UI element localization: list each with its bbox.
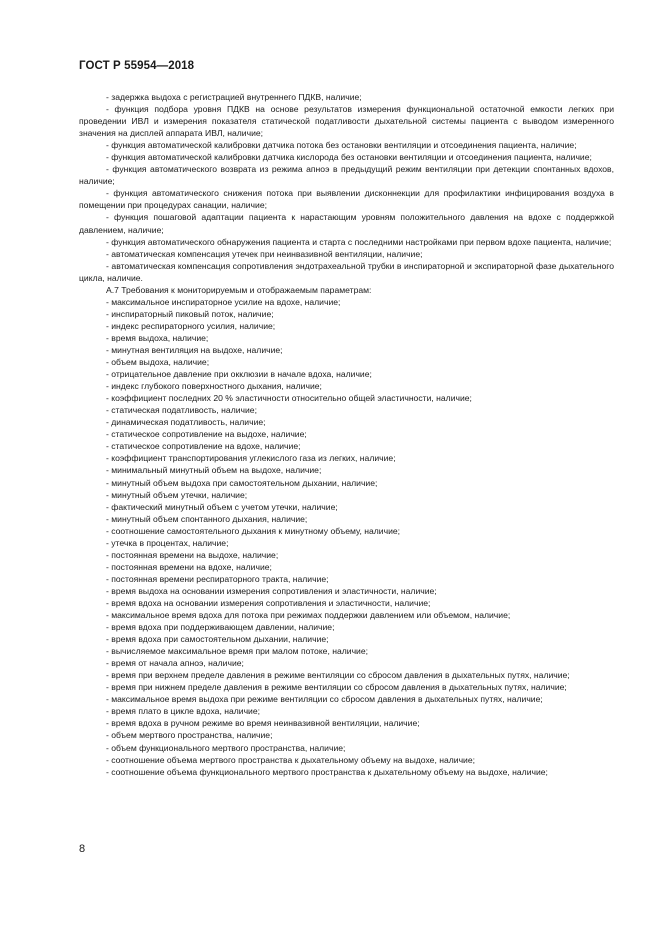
paragraph: - фактический минутный объем с учетом утечки, наличие; [106,501,338,512]
paragraph: - объем выдоха, наличие; [106,357,210,368]
paragraph: - автоматическая компенсация сопротивления эндотрахеальной трубки в инспираторной и экспираторной фазе дыхательного цикла, наличие. [79,260,614,283]
paragraph: - инспираторный пиковый поток, наличие; [106,308,274,319]
paragraph: - функция автоматического обнаружения пациента и старта с последними настройками при первом вдохе пациента, наличие; [106,236,612,247]
paragraph: - утечка в процентах, наличие; [106,537,229,548]
paragraph: - вычисляемое максимальное время при малом потоке, наличие; [106,646,369,657]
paragraph: - отрицательное давление при окклюзии в начале вдоха, наличие; [106,369,372,380]
paragraph: - время вдоха в ручном режиме во время неинвазивной вентиляции, наличие; [106,718,420,729]
paragraph: - время при верхнем пределе давления в режиме вентиляции со сбросом давления в дыхательных путях, наличие; [106,670,570,681]
paragraph: - статическая податливость, наличие; [106,405,257,416]
paragraph: - коэффициент транспортирования углекислого газа из легких, наличие; [106,453,396,464]
page-number: 8 [79,843,86,855]
paragraph: - функция подбора уровня ПДКВ на основе результатов измерения функциональной остаточной емкости легких при проведении ИВЛ и измерения показателя статической податливости дыхательной системы пациента с выводом измеренного значения на дисплей аппарата ИВЛ, наличие; [79,104,614,139]
paragraph: - статическое сопротивление на вдохе, наличие; [106,441,301,452]
paragraph: - максимальное время вдоха для потока при режимах поддержки давлением или объемом, наличие; [106,610,511,621]
paragraph: А.7 Требования к мониторируемым и отображаемым параметрам: [106,284,372,295]
paragraph: - коэффициент последних 20 % эластичности относительно общей эластичности, наличие; [106,393,472,404]
paragraph: - функция автоматического снижения потока при выявлении дисконнекции для профилактики инфицирования воздуха в помещении при процедурах санации, наличие; [79,188,614,211]
paragraph: - время выдоха, наличие; [106,332,209,343]
paragraph: - постоянная времени на вдохе, наличие; [106,561,272,572]
paragraph: - соотношение самостоятельного дыхания к минутному объему, наличие; [106,525,401,536]
document-body [79,91,614,778]
paragraph: - минутный объем утечки, наличие; [106,489,248,500]
paragraph: - динамическая податливость, наличие; [106,417,266,428]
paragraph: - функция автоматической калибровки датчика потока без остановки вентиляции и отсоединения пациента, наличие; [106,140,577,151]
paragraph: - объем функционального мертвого пространства, наличие; [106,742,346,753]
paragraph: - время вдоха на основании измерения сопротивления и эластичности, наличие; [106,597,431,608]
paragraph: - функция пошаговой адаптации пациента к нарастающим уровням положительного давления на вдохе с поддержкой давлением, наличие; [79,212,614,235]
paragraph: - минутный объем спонтанного дыхания, наличие; [106,513,308,524]
paragraph: - минутная вентиляция на выдохе, наличие; [106,344,283,355]
paragraph: - максимальное инспираторное усилие на вдохе, наличие; [106,296,341,307]
paragraph: - индекс респираторного усилия, наличие; [106,320,276,331]
paragraph: - постоянная времени респираторного тракта, наличие; [106,573,329,584]
paragraph: - время вдоха при поддерживающем давлении, наличие; [106,622,335,633]
paragraph: - соотношение объема функционального мертвого пространства к дыхательному объему на выдохе, наличие; [106,766,548,777]
paragraph: - постоянная времени на выдохе, наличие; [106,549,279,560]
paragraph: - минутный объем выдоха при самостоятельном дыхании, наличие; [106,477,378,488]
paragraph: - соотношение объема мертвого пространства к дыхательному объему на выдохе, наличие; [106,754,476,765]
paragraph: - статическое сопротивление на выдохе, наличие; [106,429,307,440]
paragraph: - задержка выдоха с регистрацией внутреннего ПДКВ, наличие; [106,92,362,102]
paragraph: - время плато в цикле вдоха, наличие; [106,706,261,717]
paragraph: - максимальное время выдоха при режиме вентиляции со сбросом давления в дыхательных путях, наличие; [106,694,543,705]
paragraph: - время выдоха на основании измерения сопротивления и эластичности, наличие; [106,585,437,596]
paragraph: - время от начала апноэ, наличие; [106,658,244,669]
paragraph: - индекс глубокого поверхностного дыхания, наличие; [106,381,322,392]
paragraph: - автоматическая компенсация утечек при неинвазивной вентиляции, наличие; [106,248,423,259]
paragraph: - функция автоматической калибровки датчика кислорода без остановки вентиляции и отсоединения пациента, наличие; [106,152,592,163]
paragraph: - функция автоматического возврата из режима апноэ в предыдущий режим вентиляции при детекции спонтанных вдохов, наличие; [79,164,614,187]
paragraph: - минимальный минутный объем на выдохе, наличие; [106,465,322,476]
paragraph: - объем мертвого пространства, наличие; [106,730,273,741]
document-header: ГОСТ Р 55954—2018 [79,60,195,72]
paragraph: - время при нижнем пределе давления в режиме вентиляции со сбросом давления в дыхательных путях, наличие; [106,682,567,693]
paragraph: - время вдоха при самостоятельном дыхании, наличие; [106,634,329,645]
